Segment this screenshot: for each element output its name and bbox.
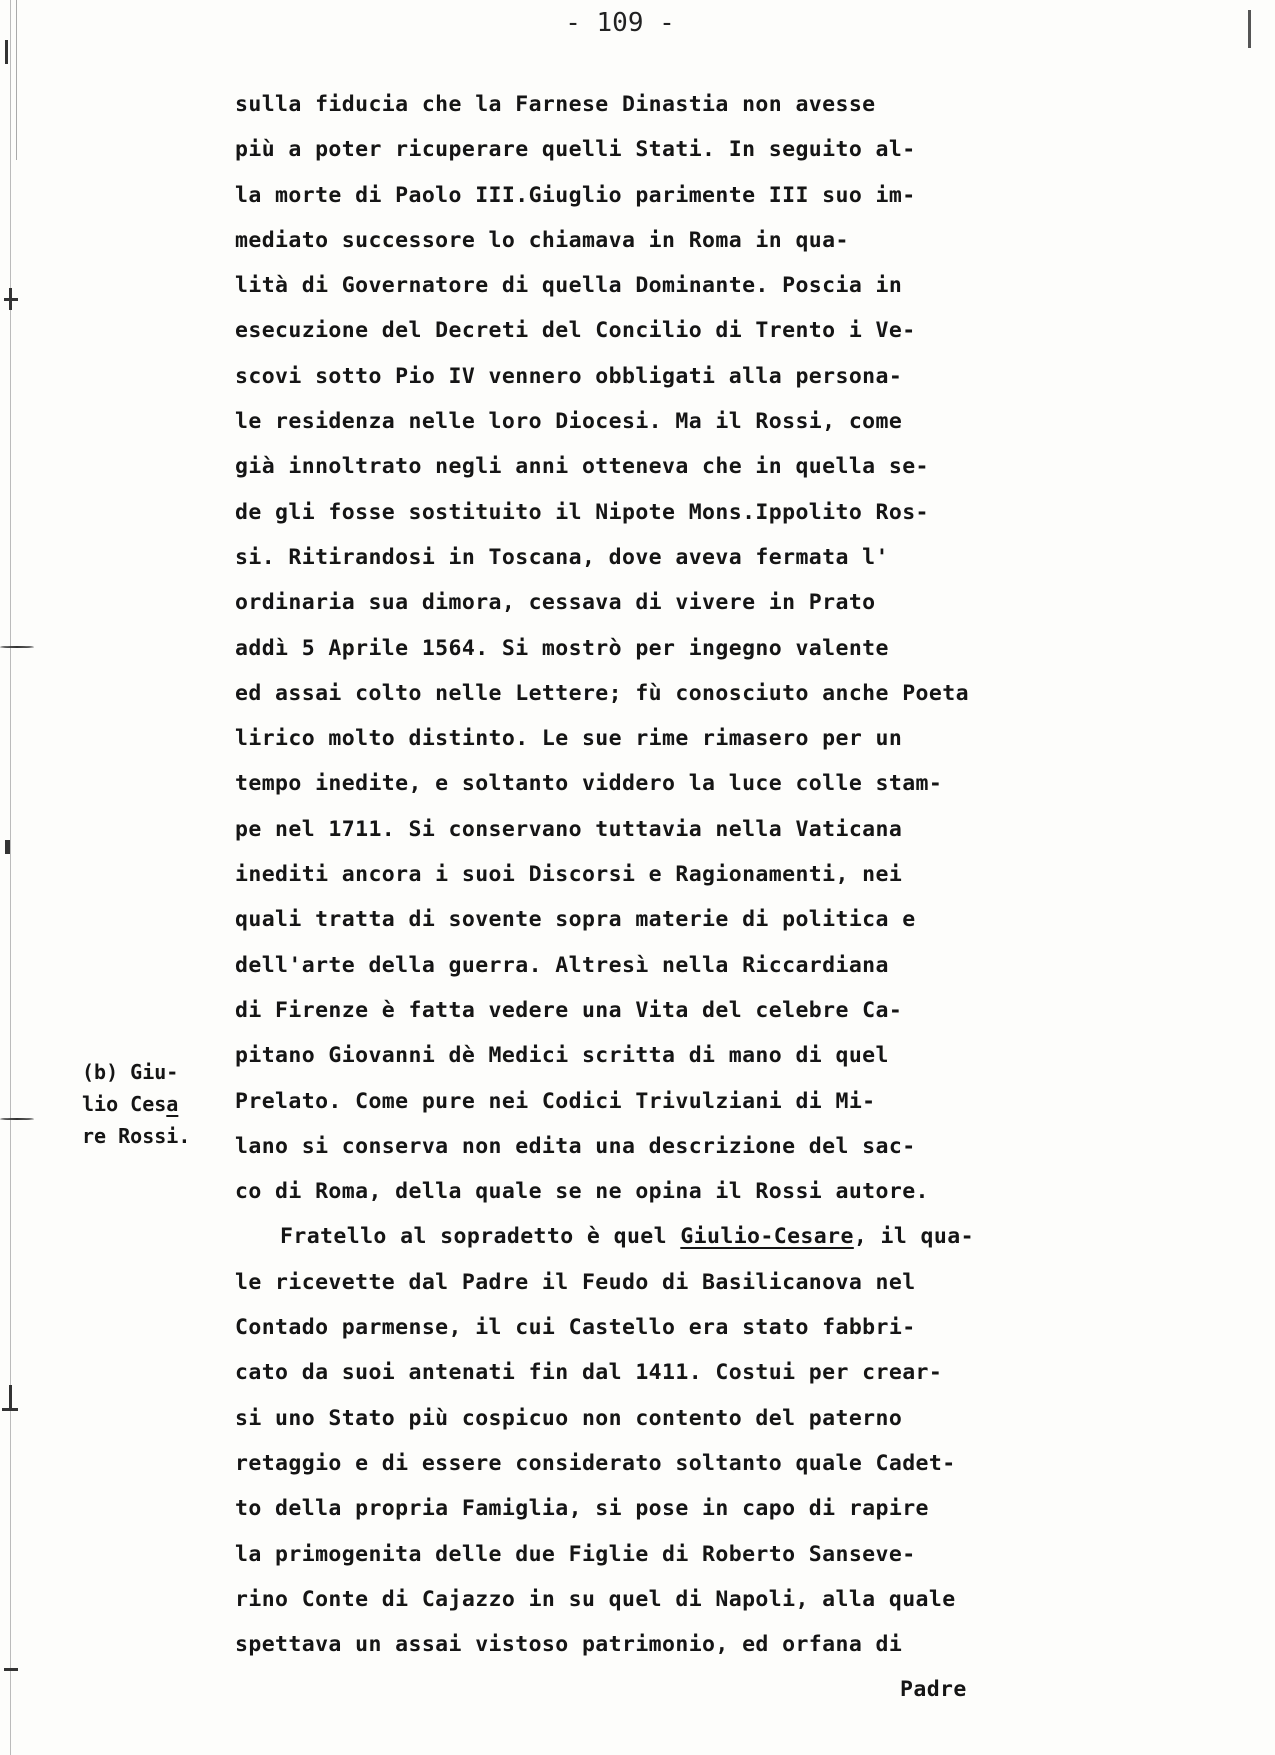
text-line: mediato successore lo chiamava in Roma in qua- bbox=[235, 227, 849, 253]
text-line: ordinaria sua dimora, cessava di vivere in Prato bbox=[235, 590, 876, 616]
scan-mark bbox=[5, 840, 10, 854]
text-line: lità di Governatore di quella Dominante. Poscia in bbox=[235, 273, 903, 299]
text-line: tempo inedite, e soltanto viddero la luce colle stam- bbox=[235, 771, 943, 797]
underlined-name: Giulio-Cesare bbox=[680, 1224, 854, 1250]
scan-tick bbox=[0, 1118, 34, 1120]
text-line: co di Roma, della quale se ne opina il Rossi autore. bbox=[235, 1179, 929, 1205]
paragraph-first-line bbox=[235, 1214, 1245, 1259]
text-line: la morte di Paolo III.Giuglio parimente III suo im- bbox=[235, 182, 916, 208]
scan-mark bbox=[4, 1668, 18, 1671]
text-line: lano si conserva non edita una descrizione del sac- bbox=[235, 1133, 916, 1159]
scan-mark bbox=[1248, 10, 1251, 48]
scan-mark bbox=[5, 40, 8, 64]
margin-note bbox=[82, 1056, 227, 1152]
text-line: dell'arte della guerra. Altresì nella Riccardiana bbox=[235, 952, 889, 978]
text-line: scovi sotto Pio IV vennero obbligati alla persona- bbox=[235, 363, 903, 389]
main-text bbox=[235, 82, 1245, 1713]
scan-mark bbox=[9, 288, 12, 310]
text-line: già innoltrato negli anni otteneva che in quella se- bbox=[235, 454, 929, 480]
text-line: di Firenze è fatta vedere una Vita del celebre Ca- bbox=[235, 997, 903, 1023]
text-line: si. Ritirandosi in Toscana, dove aveva fermata l' bbox=[235, 544, 889, 570]
text-line: pe nel 1711. Si conservano tuttavia nella Vaticana bbox=[235, 816, 903, 842]
margin-note-line: (b) Giu- bbox=[82, 1060, 179, 1084]
scan-edge-line bbox=[16, 0, 17, 160]
catchword: Padre bbox=[900, 1677, 967, 1703]
text-line: de gli fosse sostituito il Nipote Mons.Ippolito Ros- bbox=[235, 499, 929, 525]
text-line: quali tratta di sovente sopra materie di politica e bbox=[235, 907, 916, 933]
margin-note-line: re Rossi. bbox=[82, 1124, 191, 1148]
text-line: to della propria Famiglia, si pose in capo di rapire bbox=[235, 1496, 929, 1522]
text-line: addì 5 Aprile 1564. Si mostrò per ingegno valente bbox=[235, 635, 889, 661]
text-line: più a poter ricuperare quelli Stati. In seguito al- bbox=[235, 137, 916, 163]
text-line: le residenza nelle loro Diocesi. Ma il Rossi, come bbox=[235, 409, 903, 435]
underlined-letter: a bbox=[166, 1092, 179, 1116]
text-line: spettava un assai vistoso patrimonio, ed orfana di bbox=[235, 1632, 903, 1658]
text-line: cato da suoi antenati fin dal 1411. Costui per crear- bbox=[235, 1360, 943, 1386]
text-line: lirico molto distinto. Le sue rime rimasero per un bbox=[235, 726, 903, 752]
scan-tick bbox=[0, 646, 34, 648]
margin-note-line bbox=[82, 1088, 227, 1120]
scan-edge-line bbox=[10, 0, 11, 1755]
text-line: rino Conte di Cajazzo in su quel di Napoli, alla quale bbox=[235, 1586, 956, 1612]
text-line: Contado parmense, il cui Castello era stato fabbri- bbox=[235, 1315, 916, 1341]
page-number: - 109 - bbox=[565, 8, 675, 38]
text-line: le ricevette dal Padre il Feudo di Basilicanova nel bbox=[235, 1269, 916, 1295]
text-span: Fratello al sopradetto è quel bbox=[280, 1224, 681, 1250]
text-span: , il qua- bbox=[853, 1224, 974, 1250]
text-line: esecuzione del Decreti del Concilio di Trento i Ve- bbox=[235, 318, 916, 344]
text-line: inediti ancora i suoi Discorsi e Ragionamenti, nei bbox=[235, 862, 903, 888]
text-line: retaggio e di essere considerato soltanto quale Cadet- bbox=[235, 1450, 956, 1476]
text-span: lio Ces bbox=[82, 1092, 167, 1116]
text-line: Prelato. Come pure nei Codici Trivulziani di Mi- bbox=[235, 1088, 876, 1114]
scan-mark bbox=[2, 1408, 18, 1411]
text-line: sulla fiducia che la Farnese Dinastia non avesse bbox=[235, 92, 876, 117]
text-line: la primogenita delle due Figlie di Roberto Sanseve- bbox=[235, 1541, 916, 1567]
text-line: ed assai colto nelle Lettere; fù conosciuto anche Poeta bbox=[235, 680, 969, 706]
text-line: pitano Giovanni dè Medici scritta di mano di quel bbox=[235, 1043, 889, 1069]
text-line: si uno Stato più cospicuo non contento del paterno bbox=[235, 1405, 903, 1431]
